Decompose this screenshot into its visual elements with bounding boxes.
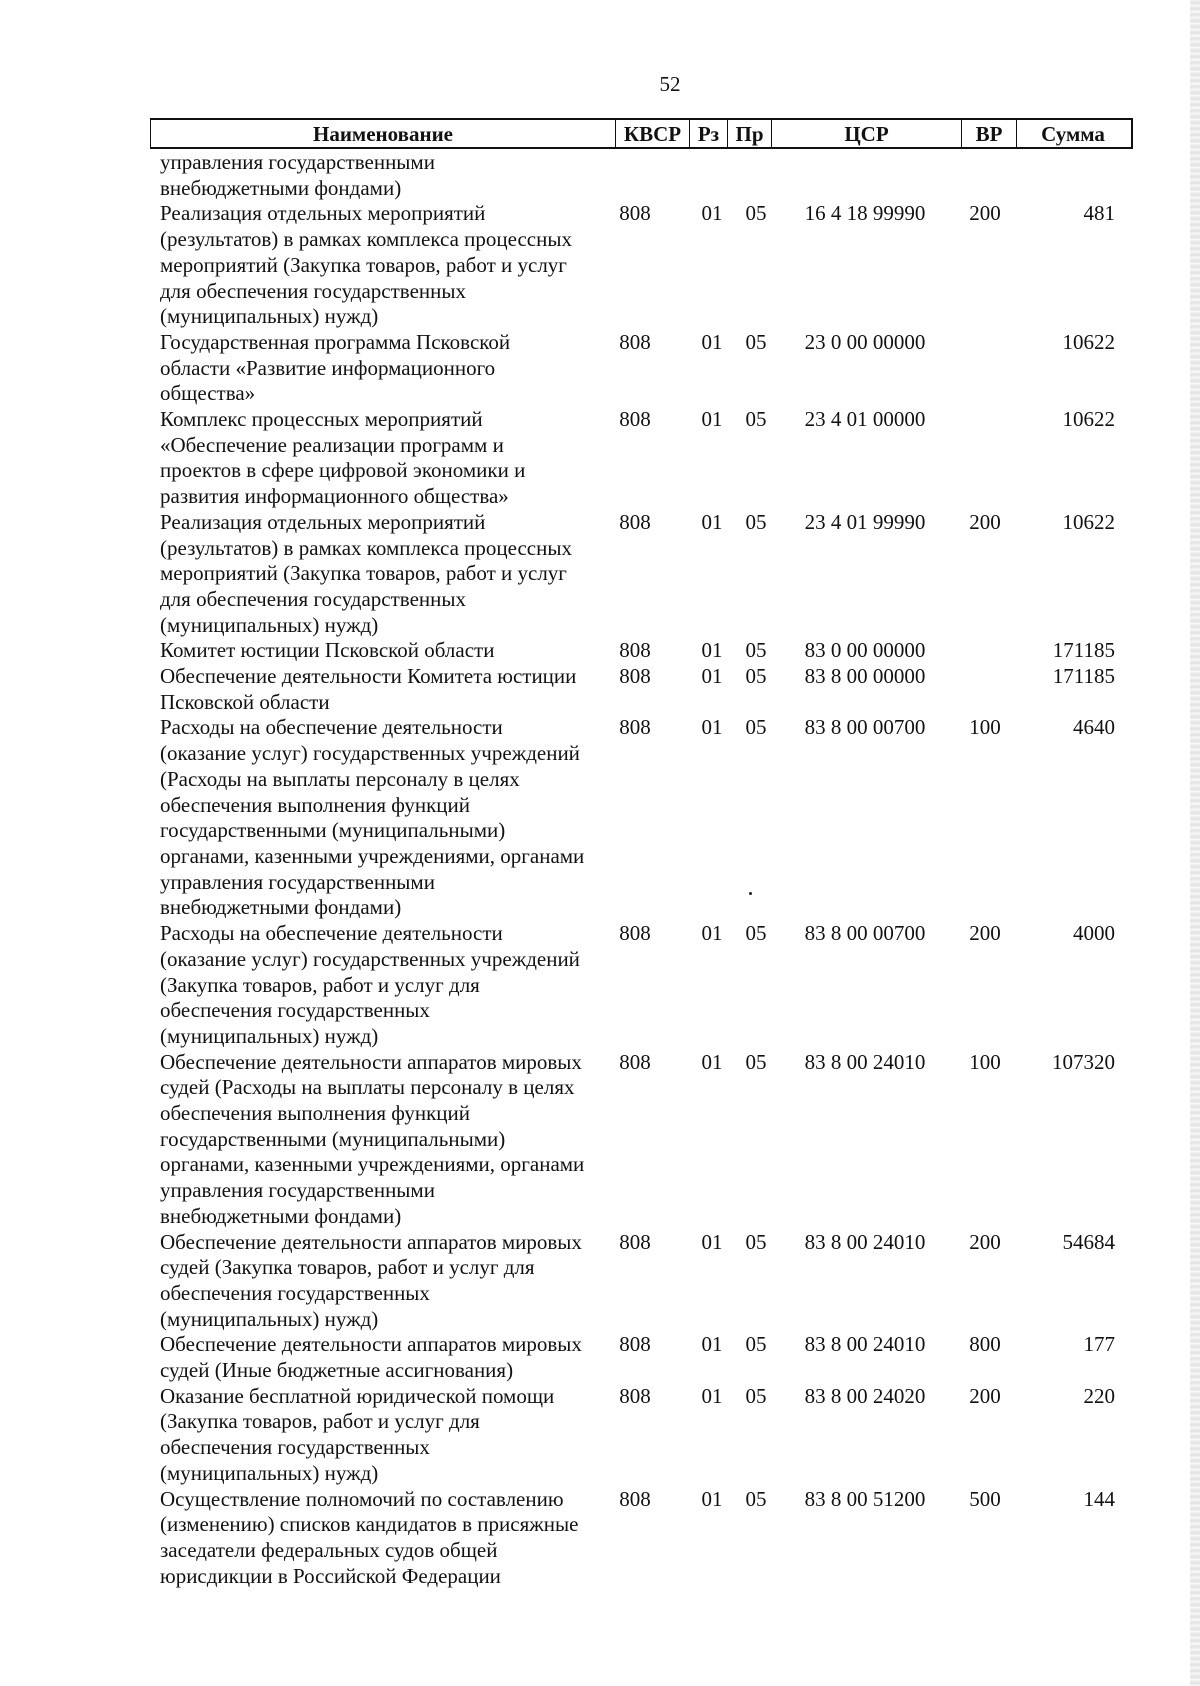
cell-sum: 220 <box>1083 1383 1115 1408</box>
row-name <box>160 150 610 201</box>
row-name-line: (изменению) списков кандидатов в присяжные <box>160 1512 579 1537</box>
cell-kvsr: 808 <box>619 1486 651 1511</box>
cell-vr: 500 <box>969 1486 1001 1511</box>
cell-csr: 83 8 00 24020 <box>804 1383 926 1408</box>
row-name-line: судей (Закупка товаров, работ и услуг для <box>160 1255 535 1280</box>
row-name-line: органами, казенными учреждениями, органами <box>160 843 585 868</box>
cell-pr: 05 <box>745 201 767 226</box>
scan-speck <box>749 892 752 895</box>
row-name-line: государственными (муниципальными) <box>160 818 506 843</box>
cell-kvsr: 808 <box>619 1229 651 1254</box>
row-name <box>160 407 610 510</box>
cell-kvsr: 808 <box>619 407 651 432</box>
cell-csr: 83 8 00 00700 <box>804 715 926 740</box>
table-row <box>0 1384 1200 1487</box>
table-row <box>0 407 1200 510</box>
cell-sum: 171185 <box>1052 664 1115 689</box>
row-name-line: (муниципальных) нужд) <box>160 1460 379 1485</box>
row-name-line: (Закупка товаров, работ и услуг для <box>160 972 480 997</box>
table-body <box>0 150 1200 1589</box>
column-header-kvsr: КВСР <box>616 120 690 147</box>
table-row <box>0 638 1200 664</box>
cell-kvsr: 808 <box>619 201 651 226</box>
cell-pr: 05 <box>745 407 767 432</box>
row-name-line: управления государственными <box>160 1178 435 1203</box>
row-name-line: (оказание услуг) государственных учреждений <box>160 741 580 766</box>
cell-rz: 01 <box>701 329 723 354</box>
row-name-line: Обеспечение деятельности аппаратов мировых <box>160 1332 582 1357</box>
cell-csr: 16 4 18 99990 <box>804 201 926 226</box>
cell-csr: 83 8 00 24010 <box>804 1049 926 1074</box>
cell-rz: 01 <box>701 1229 723 1254</box>
cell-sum: 177 <box>1083 1332 1115 1357</box>
cell-pr: 05 <box>745 1049 767 1074</box>
cell-sum: 10622 <box>1062 329 1115 354</box>
table-row <box>0 1332 1200 1383</box>
cell-vr: 200 <box>969 921 1001 946</box>
row-name-line: судей (Иные бюджетные ассигнования) <box>160 1358 514 1383</box>
cell-vr: 800 <box>969 1332 1001 1357</box>
row-name-line: обеспечения государственных <box>160 1435 430 1460</box>
row-name-line: обеспечения выполнения функций <box>160 1101 471 1126</box>
cell-csr: 83 8 00 24010 <box>804 1332 926 1357</box>
cell-sum: 144 <box>1083 1486 1115 1511</box>
cell-pr: 05 <box>745 664 767 689</box>
row-name <box>160 1050 610 1230</box>
row-name-line: Расходы на обеспечение деятельности <box>160 921 503 946</box>
cell-kvsr: 808 <box>619 638 651 663</box>
cell-rz: 01 <box>701 638 723 663</box>
table-header <box>150 118 1133 149</box>
row-name-line: Государственная программа Псковской <box>160 329 511 354</box>
row-name-line: управления государственными <box>160 150 435 174</box>
column-header-vr: ВР <box>962 120 1017 147</box>
table-row <box>0 715 1200 921</box>
cell-rz: 01 <box>701 921 723 946</box>
cell-rz: 01 <box>701 407 723 432</box>
row-name-line: (результатов) в рамках комплекса процессных <box>160 227 572 252</box>
cell-vr: 100 <box>969 715 1001 740</box>
row-name-line: внебюджетными фондами) <box>160 175 402 200</box>
row-name-line: Оказание бесплатной юридической помощи <box>160 1383 555 1408</box>
column-header-csr: ЦСР <box>772 120 962 147</box>
row-name-line: Реализация отдельных мероприятий <box>160 201 486 226</box>
cell-csr: 23 0 00 00000 <box>804 329 926 354</box>
cell-csr: 83 8 00 51200 <box>804 1486 926 1511</box>
cell-rz: 01 <box>701 509 723 534</box>
cell-sum: 10622 <box>1062 509 1115 534</box>
row-name-line: (муниципальных) нужд) <box>160 612 379 637</box>
table-row <box>0 150 1200 201</box>
cell-rz: 01 <box>701 664 723 689</box>
row-name <box>160 1384 610 1487</box>
cell-kvsr: 808 <box>619 664 651 689</box>
row-name-line: органами, казенными учреждениями, органами <box>160 1152 585 1177</box>
cell-sum: 481 <box>1083 201 1115 226</box>
cell-sum: 107320 <box>1052 1049 1115 1074</box>
row-name <box>160 664 610 715</box>
row-name-line: судей (Расходы на выплаты персоналу в целях <box>160 1075 575 1100</box>
row-name-line: внебюджетными фондами) <box>160 895 402 920</box>
cell-sum: 10622 <box>1062 407 1115 432</box>
cell-csr: 83 8 00 24010 <box>804 1229 926 1254</box>
cell-vr: 200 <box>969 1229 1001 1254</box>
row-name-line: мероприятий (Закупка товаров, работ и услуг <box>160 561 567 586</box>
row-name-line: (муниципальных) нужд) <box>160 1023 379 1048</box>
row-name-line: государственными (муниципальными) <box>160 1126 506 1151</box>
row-name-line: внебюджетными фондами) <box>160 1203 402 1228</box>
row-name-line: Реализация отдельных мероприятий <box>160 509 486 534</box>
cell-kvsr: 808 <box>619 715 651 740</box>
table-row <box>0 510 1200 639</box>
cell-pr: 05 <box>745 1229 767 1254</box>
row-name-line: для обеспечения государственных <box>160 278 466 303</box>
table-row <box>0 1487 1200 1590</box>
row-name <box>160 638 610 664</box>
row-name <box>160 201 610 330</box>
row-name-line: Обеспечение деятельности Комитета юстиции <box>160 664 577 689</box>
cell-pr: 05 <box>745 329 767 354</box>
table-row <box>0 330 1200 407</box>
row-name-line: Псковской области <box>160 689 330 714</box>
cell-kvsr: 808 <box>619 509 651 534</box>
column-header-rz: Рз <box>690 120 728 147</box>
cell-kvsr: 808 <box>619 1332 651 1357</box>
column-header-pr: Пр <box>728 120 772 147</box>
cell-pr: 05 <box>745 509 767 534</box>
row-name <box>160 1332 610 1383</box>
row-name-line: Расходы на обеспечение деятельности <box>160 715 503 740</box>
cell-rz: 01 <box>701 715 723 740</box>
row-name-line: Осуществление полномочий по составлению <box>160 1486 564 1511</box>
table-row <box>0 921 1200 1050</box>
cell-rz: 01 <box>701 1383 723 1408</box>
table-row <box>0 1050 1200 1230</box>
row-name <box>160 1487 610 1590</box>
cell-kvsr: 808 <box>619 329 651 354</box>
cell-kvsr: 808 <box>619 1049 651 1074</box>
column-header-sum: Сумма <box>1041 122 1105 146</box>
page-number: 52 <box>659 72 681 96</box>
row-name-line: Обеспечение деятельности аппаратов мировых <box>160 1049 582 1074</box>
row-name-line: проектов в сфере цифровой экономики и <box>160 458 526 483</box>
cell-sum: 4640 <box>1073 715 1115 740</box>
row-name-line: Обеспечение деятельности аппаратов мировых <box>160 1229 582 1254</box>
cell-vr: 200 <box>969 1383 1001 1408</box>
row-name-line: обеспечения выполнения функций <box>160 792 471 817</box>
row-name-line: заседатели федеральных судов общей <box>160 1537 498 1562</box>
row-name <box>160 510 610 639</box>
cell-pr: 05 <box>745 638 767 663</box>
cell-sum: 171185 <box>1052 638 1115 663</box>
row-name-line: (оказание услуг) государственных учреждений <box>160 946 580 971</box>
row-name-line: обеспечения государственных <box>160 1280 430 1305</box>
row-name-line: мероприятий (Закупка товаров, работ и услуг <box>160 252 567 277</box>
cell-pr: 05 <box>745 715 767 740</box>
row-name-line: (муниципальных) нужд) <box>160 304 379 329</box>
row-name-line: управления государственными <box>160 869 435 894</box>
column-header-name: Наименование <box>151 120 616 147</box>
cell-sum: 54684 <box>1062 1229 1115 1254</box>
row-name-line: (муниципальных) нужд) <box>160 1306 379 1331</box>
cell-kvsr: 808 <box>619 921 651 946</box>
row-name-line: «Обеспечение реализации программ и <box>160 432 504 457</box>
cell-vr: 200 <box>969 509 1001 534</box>
cell-vr: 200 <box>969 201 1001 226</box>
cell-sum: 4000 <box>1073 921 1115 946</box>
cell-vr: 100 <box>969 1049 1001 1074</box>
row-name-line: (Закупка товаров, работ и услуг для <box>160 1409 480 1434</box>
row-name <box>160 715 610 921</box>
row-name-line: общества» <box>160 381 256 406</box>
row-name-line: юрисдикции в Российской Федерации <box>160 1563 501 1588</box>
cell-csr: 83 8 00 00700 <box>804 921 926 946</box>
table-row <box>0 1230 1200 1333</box>
cell-pr: 05 <box>745 921 767 946</box>
table-row <box>0 201 1200 330</box>
table-row <box>0 664 1200 715</box>
row-name-line: Комитет юстиции Псковской области <box>160 638 495 663</box>
row-name-line: для обеспечения государственных <box>160 586 466 611</box>
cell-rz: 01 <box>701 1486 723 1511</box>
cell-csr: 83 0 00 00000 <box>804 638 926 663</box>
cell-pr: 05 <box>745 1486 767 1511</box>
cell-csr: 23 4 01 99990 <box>804 509 926 534</box>
cell-pr: 05 <box>745 1332 767 1357</box>
row-name-line: развития информационного общества» <box>160 484 509 509</box>
cell-rz: 01 <box>701 1049 723 1074</box>
row-name <box>160 1230 610 1333</box>
row-name-line: (Расходы на выплаты персоналу в целях <box>160 766 520 791</box>
row-name-line: обеспечения государственных <box>160 998 430 1023</box>
cell-pr: 05 <box>745 1383 767 1408</box>
cell-kvsr: 808 <box>619 1383 651 1408</box>
cell-csr: 83 8 00 00000 <box>804 664 926 689</box>
cell-csr: 23 4 01 00000 <box>804 407 926 432</box>
cell-rz: 01 <box>701 201 723 226</box>
cell-rz: 01 <box>701 1332 723 1357</box>
row-name <box>160 330 610 407</box>
row-name <box>160 921 610 1050</box>
row-name-line: Комплекс процессных мероприятий <box>160 407 483 432</box>
row-name-line: (результатов) в рамках комплекса процессных <box>160 535 572 560</box>
row-name-line: области «Развитие информационного <box>160 355 496 380</box>
